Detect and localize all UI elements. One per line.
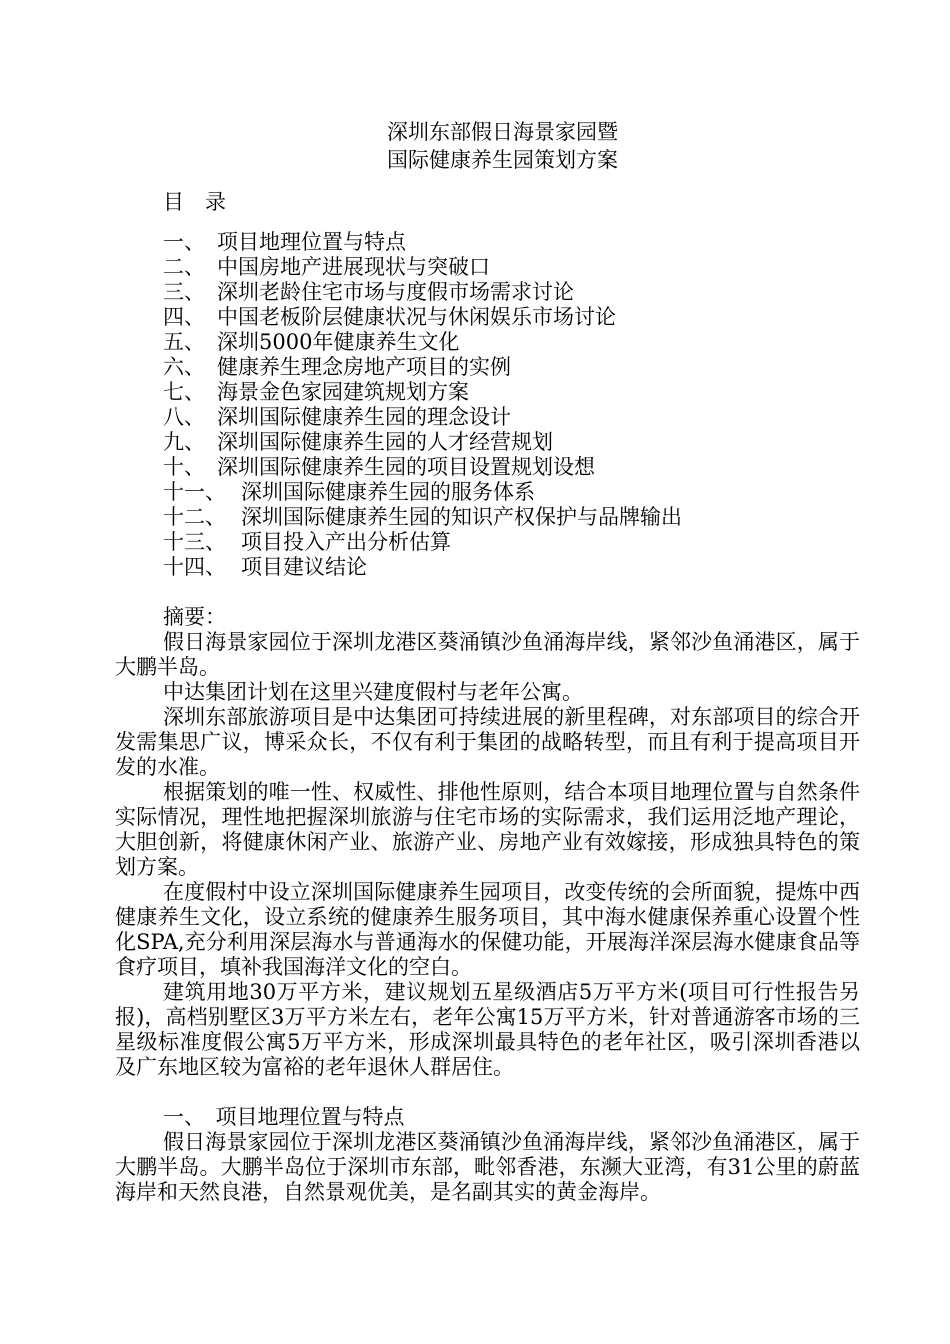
toc-item-text: 深圳国际健康养生园的人才经营规划 (217, 430, 553, 454)
toc-item (163, 280, 860, 305)
abstract-paragraph: 中达集团计划在这里兴建度假村与老年公寓。 (163, 680, 583, 704)
toc-item (163, 355, 860, 380)
toc-item-text: 深圳国际健康养生园的项目设置规划设想 (217, 455, 595, 479)
abstract-body (115, 630, 860, 1080)
toc-item (163, 430, 860, 455)
toc-item (163, 230, 860, 255)
toc-item-number: 九、 (163, 430, 205, 454)
toc-item-text: 项目投入产出分析估算 (241, 530, 451, 554)
toc-item-number: 十一、 (163, 480, 226, 504)
toc-item-text: 深圳国际健康养生园的服务体系 (241, 480, 535, 504)
abstract-paragraph: 建筑用地30万平方米，建议规划五星级酒店5万平方米(项目可行性报告另报)，高档别墅区3万平方米左右，老年公寓15万平方米，针对普通游客市场的三星级标准度假公寓5万平方米，形成深圳最具特色的老年社区，吸引深圳香港以及广东地区较为富裕的老年退休人群居住。 (115, 980, 860, 1079)
section-body (115, 1130, 860, 1205)
section-heading: 一、 项目地理位置与特点 (163, 1105, 405, 1129)
document-title (115, 118, 860, 174)
toc-heading: 目 录 (163, 190, 226, 214)
toc-item-text: 深圳老龄住宅市场与度假市场需求讨论 (217, 280, 574, 304)
toc-item-text: 健康养生理念房地产项目的实例 (217, 355, 511, 379)
toc-item (163, 505, 860, 530)
section-paragraph: 假日海景家园位于深圳龙港区葵涌镇沙鱼涌海岸线，紧邻沙鱼涌港区，属于大鹏半岛。大鹏半岛位于深圳市东部，毗邻香港，东濒大亚湾，有31公里的蔚蓝海岸和天然良港，自然景观优美，是名副其实的黄金海岸。 (115, 1130, 860, 1204)
toc-item-number: 十、 (163, 455, 205, 479)
toc-item-number: 五、 (163, 330, 205, 354)
title-line-2: 国际健康养生园策划方案 (387, 148, 618, 172)
toc-item-number: 十二、 (163, 505, 226, 529)
toc-item-text: 中国房地产进展现状与突破口 (217, 255, 490, 279)
toc-item-text: 海景金色家园建筑规划方案 (217, 380, 469, 404)
title-line-1: 深圳东部假日海景家园暨 (387, 120, 618, 144)
toc-item-text: 项目建议结论 (241, 555, 367, 579)
toc-item-number: 一、 (163, 230, 205, 254)
abstract-label: 摘要： (163, 605, 226, 629)
toc-item-number: 三、 (163, 280, 205, 304)
abstract-paragraph: 假日海景家园位于深圳龙港区葵涌镇沙鱼涌海岸线，紧邻沙鱼涌港区，属于大鹏半岛。 (115, 630, 860, 679)
toc-item-text: 深圳国际健康养生园的理念设计 (217, 405, 511, 429)
toc-item-number: 四、 (163, 305, 205, 329)
toc-item (163, 380, 860, 405)
abstract-paragraph: 在度假村中设立深圳国际健康养生园项目，改变传统的会所面貌，提炼中西健康养生文化，设立系统的健康养生服务项目，其中海水健康保养重心设置个性化SPA,充分利用深层海水与普通海水的保健功能，开展海洋深层海水健康食品等食疗项目，填补我国海洋文化的空白。 (115, 880, 860, 979)
abstract-paragraph: 深圳东部旅游项目是中达集团可持续进展的新里程碑，对东部项目的综合开发需集思广议，博采众长，不仅有利于集团的战略转型，而且有利于提高项目开发的水准。 (115, 705, 860, 779)
toc-item-text: 深圳国际健康养生园的知识产权保护与品牌输出 (241, 505, 682, 529)
toc-item-text: 深圳5000年健康养生文化 (217, 330, 460, 354)
toc-item-number: 十四、 (163, 555, 226, 579)
toc-item-number: 八、 (163, 405, 205, 429)
toc-item (163, 530, 860, 555)
abstract-paragraph: 根据策划的唯一性、权威性、排他性原则，结合本项目地理位置与自然条件实际情况，理性地把握深圳旅游与住宅市场的实际需求，我们运用泛地产理论，大胆创新，将健康休闲产业、旅游产业、房地产业有效嫁接，形成独具特色的策划方案。 (115, 780, 860, 879)
toc-item-number: 七、 (163, 380, 205, 404)
toc-item (163, 480, 860, 505)
toc-item-number: 六、 (163, 355, 205, 379)
document-page (115, 118, 860, 1205)
toc-item (163, 405, 860, 430)
toc-item-text: 项目地理位置与特点 (217, 230, 406, 254)
toc-item (163, 305, 860, 330)
toc-item (163, 255, 860, 280)
toc-item (163, 555, 860, 580)
toc-item-number: 二、 (163, 255, 205, 279)
toc-item-text: 中国老板阶层健康状况与休闲娱乐市场讨论 (217, 305, 616, 329)
table-of-contents (115, 230, 860, 580)
toc-item (163, 330, 860, 355)
toc-item (163, 455, 860, 480)
toc-item-number: 十三、 (163, 530, 226, 554)
